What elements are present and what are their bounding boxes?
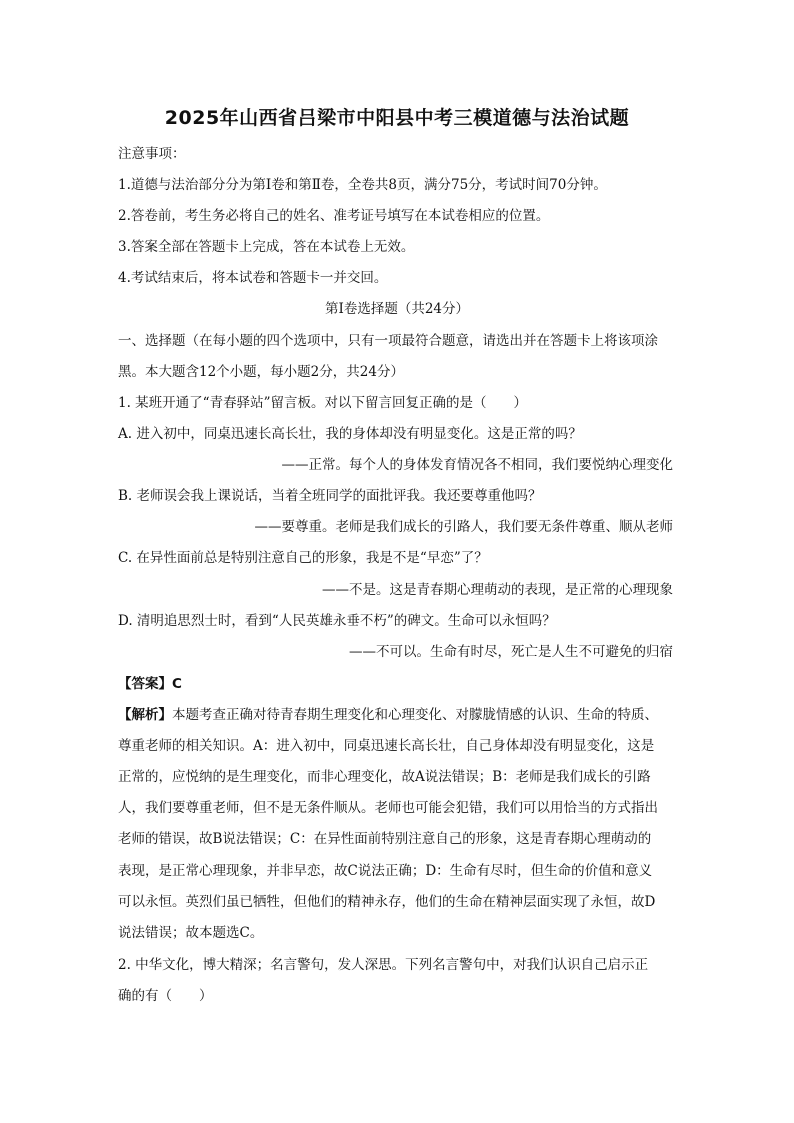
answer: 【答案】C xyxy=(118,676,182,692)
option-c: C. 在异性面前总是特别注意自己的形象，我是不是“早恋”了？ xyxy=(118,550,488,566)
notice-item: 4.考试结束后，将本试卷和答题卡一并交回。 xyxy=(118,270,388,286)
option-b-reply: ——要尊重。老师是我们成长的引路人，我们要无条件尊重、顺从老师 xyxy=(254,519,673,535)
option-a-reply: ——正常。每个人的身体发育情况各不相同，我们要悦纳心理变化 xyxy=(281,457,673,473)
analysis-text: 本题考查正确对待青春期生理变化和心理变化、对朦胧情感的认识、生命的特质、 xyxy=(172,707,658,723)
analysis-line: 老师的错误，故B说法错误；C：在异性面前特别注意自己的形象，这是青春期心理萌动的 xyxy=(118,831,652,847)
analysis-line: 人，我们要尊重老师，但不是无条件顺从。老师也可能会犯错，我们可以用恰当的方式指出 xyxy=(118,800,658,816)
question-1-stem: 1. 某班开通了“青春驿站”留言板。对以下留言回复正确的是（ ） xyxy=(118,395,527,411)
option-a: A. 进入初中，同桌迅速长高长壮，我的身体却没有明显变化。这是正常的吗？ xyxy=(118,426,582,442)
option-d-reply: ——不可以。生命有时尽，死亡是人生不可避免的归宿 xyxy=(349,644,673,660)
analysis-line: 尊重老师的相关知识。A：进入初中，同桌迅速长高长壮，自己身体却没有明显变化，这是 xyxy=(118,738,655,754)
notice-item: 2.答卷前，考生务必将自己的姓名、准考证号填写在本试卷相应的位置。 xyxy=(118,208,550,224)
analysis-label: 【解析】 xyxy=(118,707,172,723)
notice-item: 1.道德与法治部分分为第Ⅰ卷和第Ⅱ卷，全卷共8页，满分75分，考试时间70分钟。 xyxy=(118,177,607,193)
analysis-line: 说法错误；故本题选C。 xyxy=(118,925,264,941)
analysis-line: 正常的，应悦纳的是生理变化，而非心理变化，故A说法错误；B：老师是我们成长的引路 xyxy=(118,769,651,785)
analysis-line xyxy=(118,705,680,725)
question-2-stem: 确的有（ ） xyxy=(118,988,213,1004)
notice-heading: 注意事项： xyxy=(118,146,186,162)
page-title: 2025年山西省吕梁市中阳县中考三模道德与法治试题 xyxy=(164,107,630,129)
option-b: B. 老师误会我上课说话，当着全班同学的面批评我。我还要尊重他吗？ xyxy=(118,488,542,504)
option-c-reply: ——不是。这是青春期心理萌动的表现，是正常的心理现象 xyxy=(322,582,673,598)
instructions-line: 一、选择题（在每小题的四个选项中，只有一项最符合题意，请选出并在答题卡上将该项涂 xyxy=(118,333,658,349)
instructions-line: 黑。本大题含12个小题，每小题2分，共24分） xyxy=(118,364,404,380)
question-2-stem: 2. 中华文化，博大精深；名言警句，发人深思。下列名言警句中，对我们认识自己启示正 xyxy=(118,957,649,973)
notice-item: 3.答案全部在答题卡上完成，答在本试卷上无效。 xyxy=(118,239,415,255)
analysis-line: 表现，是正常心理现象，并非早恋，故C说法正确；D：生命有尽时，但生命的价值和意义 xyxy=(118,863,653,879)
section-title: 第Ⅰ卷选择题（共24分） xyxy=(324,301,469,317)
analysis-line: 可以永恒。英烈们虽已牺牲，但他们的精神永存，他们的生命在精神层面实现了永恒，故D xyxy=(118,894,656,910)
option-d: D. 清明追思烈士时，看到“人民英雄永垂不朽”的碑文。生命可以永恒吗？ xyxy=(118,613,556,629)
